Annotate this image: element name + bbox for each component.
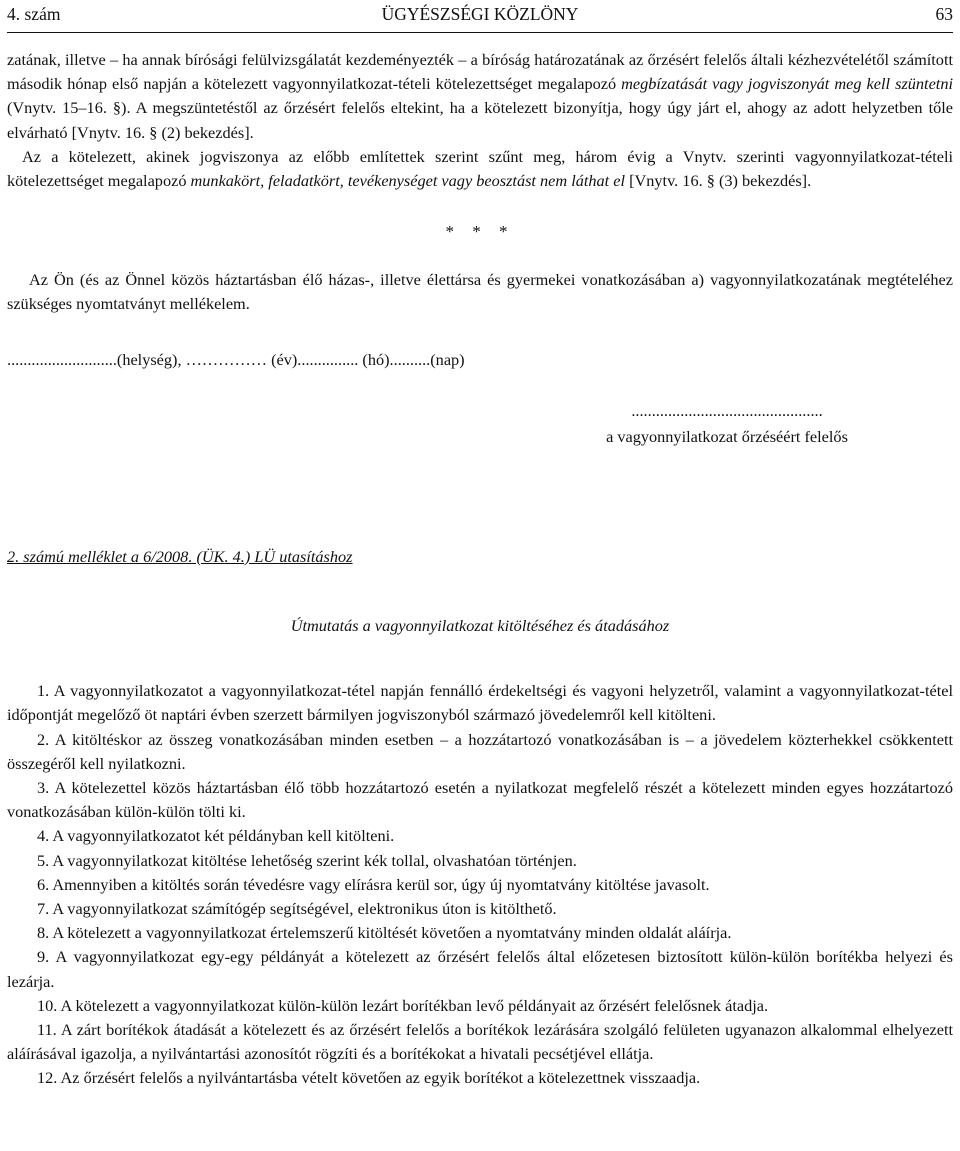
guide-item: 4. A vagyonnyilatkozatot két példányban kell kitölteni. <box>37 826 395 846</box>
guide-items <box>7 679 953 1090</box>
intro-text: (Vnytv. 15–16. §). A megszüntetéstől az őrzésért felelős eltekint, ha a kötelezett bizonyítja, hogy úgy járt el, ahogy az adott helyzetben tőle elvárható [Vnytv. 16. § (2) bekezdés]. <box>7 98 953 142</box>
section-separator: * * * <box>445 222 515 242</box>
intro-text: [Vnytv. 16. § (3) bekezdés]. <box>625 171 812 191</box>
intro-text: Az a kötelezett, akinek jogviszonya az előbb említettek szerint szűnt meg, három évig a Vnytv. szerinti vagyonnyilatkozat-tételi kötelezettséget megalapozó <box>7 146 953 191</box>
guide-item: 3. A kötelezettel közös háztartásban élő több hozzátartozó esetén a nyilatkozat megfelelő részét a kötelezett minden egyes hozzátartozó vonatkozásában külön-külön tölti ki. <box>7 778 953 822</box>
guide-item: 2. A kitöltéskor az összeg vonatkozásában minden esetben – a hozzátartozó vonatkozásában is – a jövedelem közterhekkel csökkentett összegéről kell nyilatkozni. <box>7 729 953 773</box>
guide-item: 7. A vagyonnyilatkozat számítógép segítségével, elektronikus úton is kitölthető. <box>37 899 557 919</box>
guide-item: 9. A vagyonnyilatkozat egy-egy példányát a kötelezett az őrzésért felelős által előzetesen biztosított külön-külön borítékba helyezi és lezárja. <box>7 947 953 991</box>
page-header <box>7 4 953 28</box>
guide-item: 1. A vagyonnyilatkozatot a vagyonnyilatkozat-tétel napján fennálló érdekeltségi és vagyoni helyzetről, valamint a vagyonnyilatkozat-tétel időpontját megelőző öt naptári évben szerzett bármilyen jogviszonyból származó jövedelemről kell kitölteni. <box>7 681 953 725</box>
guide-item: 8. A kötelezett a vagyonnyilatkozat értelemszerű kitöltését követően a nyomtatvány minden oldalát aláírja. <box>37 923 732 943</box>
guide-item: 11. A zárt borítékok átadását a kötelezett és az őrzésért felelős a borítékok lezárására szolgáló felületen ugyanazon alkalommal elhelyezett aláírásával igazolja, a nyilvántartási azonosítót rögzíti és a borítékokat a hivatali pecsétjével ellátja. <box>7 1020 953 1064</box>
document-page <box>7 0 953 1091</box>
intro-paragraph-1 <box>7 48 953 145</box>
page-number: 63 <box>935 4 953 24</box>
statement-paragraph: Az Ön (és az Önnel közös háztartásban élő házas-, illetve élettársa és gyermekei vonatkozásában a) vagyonnyilatkozatának megtételéhez szükséges nyomtatványt mellékelem. <box>7 270 953 314</box>
intro-paragraph-2 <box>7 145 953 193</box>
signature-line: ............................................... <box>631 400 823 420</box>
signature-label: a vagyonnyilatkozat őrzéséért felelős <box>606 426 848 446</box>
guide-item: 6. Amennyiben a kitöltés során tévedésre vagy elírásra kerül sor, úgy új nyomtatvány kitöltése javasolt. <box>37 874 710 894</box>
guide-item: 12. Az őrzésért felelős a nyilvántartásba vételt követően az egyik borítékot a kötelezettnek visszaadja. <box>37 1068 701 1088</box>
guide-title: Útmutatás a vagyonnyilatkozat kitöltéséhez és átadásához <box>290 616 670 636</box>
place-date-line: ...........................(helység), …………… (év)............... (hó)..........(nap) <box>7 349 465 369</box>
intro-text: zatának, illetve – ha annak bírósági felülvizsgálatát kezdeményezték – a bíróság határozatának az őrzésért felelős általi kézhezvételétől számított második hónap első napján a kötelezett vagyonnyilatkozat-tételi kötelezettséget megalapozó <box>7 50 953 94</box>
intro-emphasis: megbízatását vagy jogviszonyát meg kell szüntetni <box>621 74 953 94</box>
guide-item: 10. A kötelezett a vagyonnyilatkozat külön-külön lezárt borítékban levő példányait az őrzésért felelősnek átadja. <box>37 995 769 1015</box>
intro-emphasis: munkakört, feladatkört, tevékenységet vagy beosztást nem láthat el <box>190 171 626 191</box>
annex-title: 2. számú melléklet a 6/2008. (ÜK. 4.) LÜ utasításhoz <box>7 546 353 566</box>
guide-item: 5. A vagyonnyilatkozat kitöltése lehetőség szerint kék tollal, olvashatóan történjen. <box>37 850 577 870</box>
issue-number: 4. szám <box>7 4 61 24</box>
header-divider <box>7 32 953 33</box>
journal-title: ÜGYÉSZSÉGI KÖZLÖNY <box>381 4 579 24</box>
